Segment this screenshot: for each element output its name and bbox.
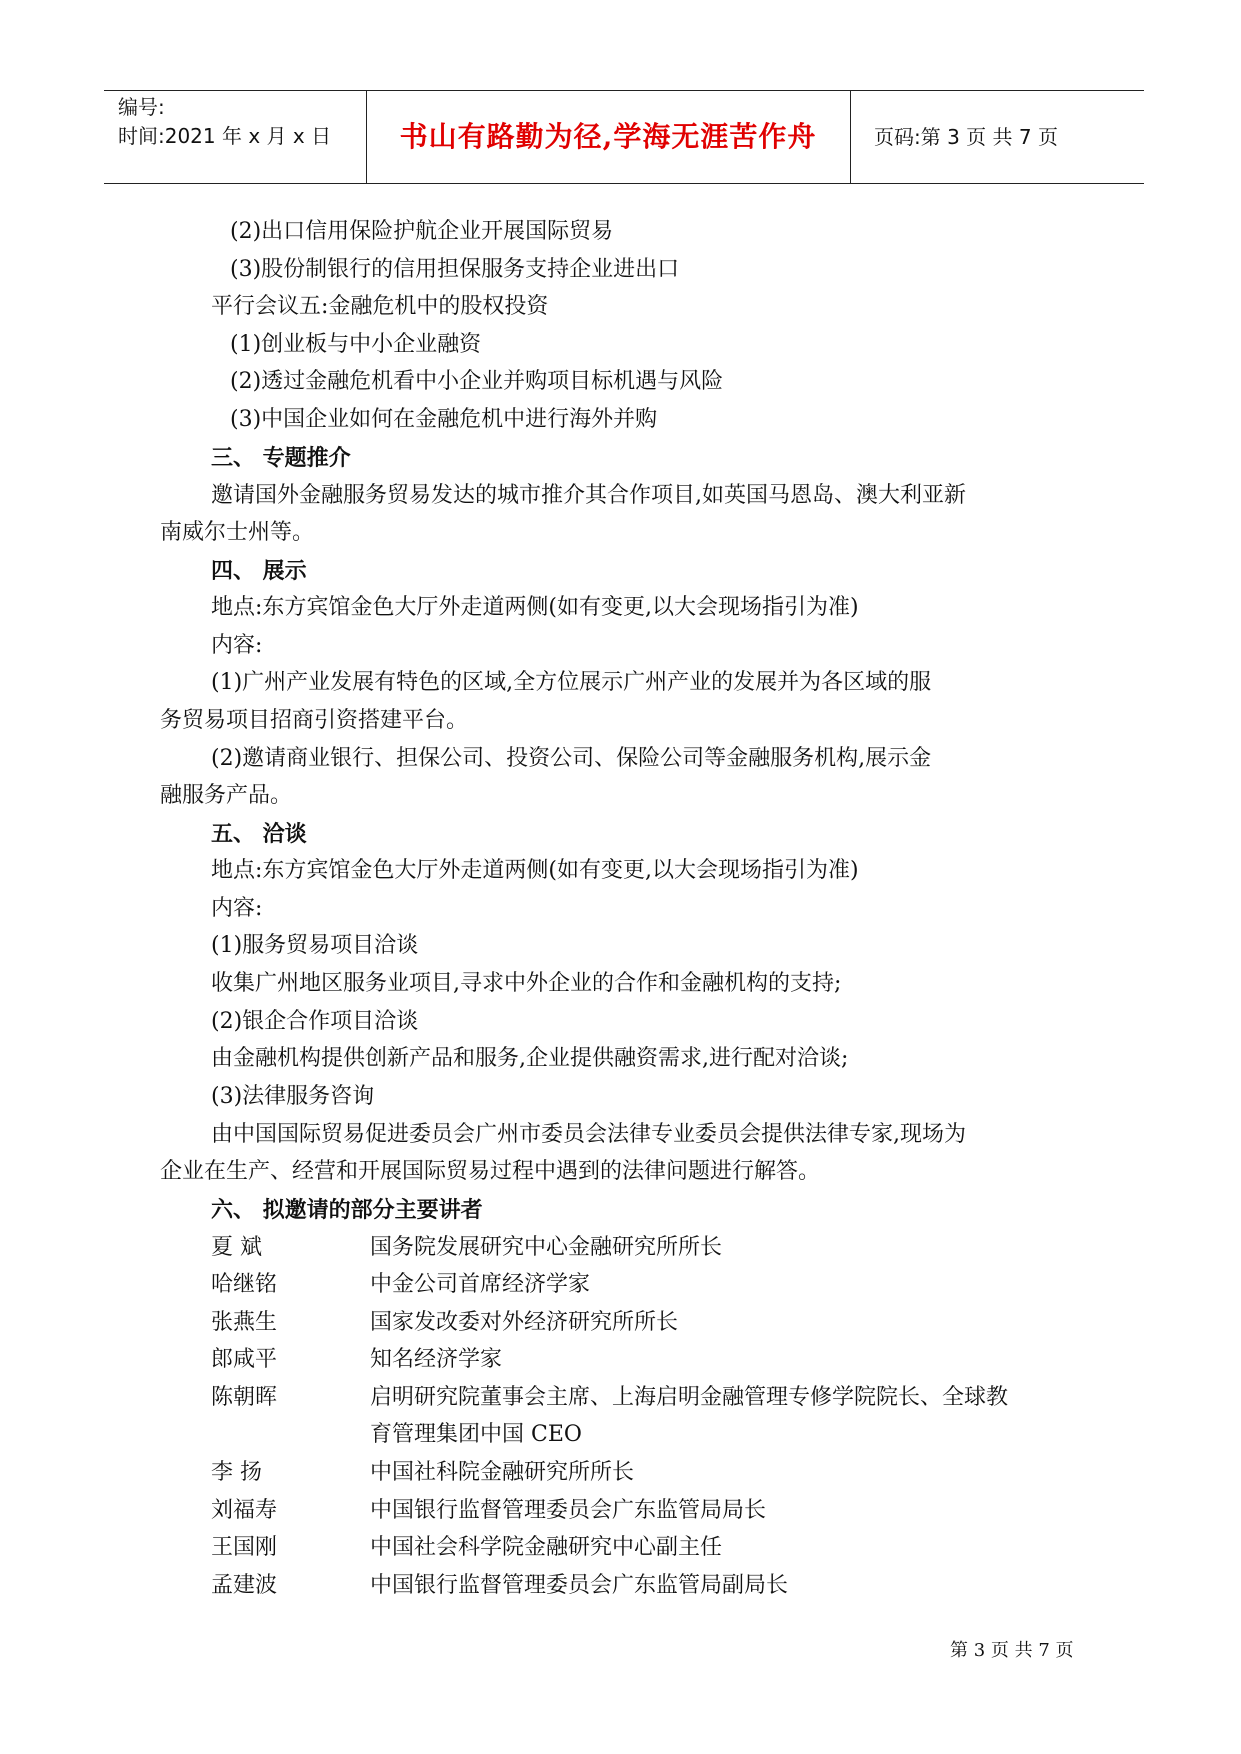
speaker-title: 知名经济学家 [370,1347,503,1372]
header-motto: 书山有路勤为径,学海无涯苦作舟 [399,120,817,153]
serial-label: 编号: [118,95,165,119]
header-divider [366,91,367,183]
speaker-name: 刘福寿 [211,1498,278,1523]
speaker-title: 启明研究院董事会主席、上海启明金融管理专修学院院长、全球教 [370,1385,1009,1410]
speaker-title: 中国社科院金融研究所所长 [370,1460,635,1485]
paragraph-line: 收集广州地区服务业项目,寻求中外企业的合作和金融机构的支持; [211,971,842,996]
paragraph-line: 由金融机构提供创新产品和服务,企业提供融资需求,进行配对洽谈; [211,1046,849,1071]
paragraph-line: (1)广州产业发展有特色的区域,全方位展示广州产业的发展并为各区域的服 [211,670,932,695]
header-meta [118,93,331,151]
speaker-title: 中国银行监督管理委员会广东监管局局长 [370,1498,767,1523]
header-page-code: 页码:第 3 页 共 7 页 [874,125,1058,149]
paragraph-line: 地点:东方宾馆金色大厅外走道两侧(如有变更,以大会现场指引为准) [211,595,859,620]
speaker-title: 中国银行监督管理委员会广东监管局副局长 [370,1573,789,1598]
speaker-title: 中金公司首席经济学家 [370,1272,591,1297]
time-label: 时间:2021 年 x 月 x 日 [118,124,332,148]
section-heading: 四、 展示 [211,558,307,584]
paragraph-line: 内容: [211,633,263,658]
paragraph-line: 地点:东方宾馆金色大厅外走道两侧(如有变更,以大会现场指引为准) [211,858,859,883]
paragraph-line: (3)中国企业如何在金融危机中进行海外并购 [230,407,658,432]
paragraph-line: (1)创业板与中小企业融资 [230,332,482,357]
speaker-title: 国家发改委对外经济研究所所长 [370,1310,679,1335]
paragraph-line: (2)邀请商业银行、担保公司、投资公司、保险公司等金融服务机构,展示金 [211,746,932,771]
paragraph-line: (2)出口信用保险护航企业开展国际贸易 [230,219,614,244]
paragraph-line: 内容: [211,896,263,921]
paragraph-line: 平行会议五:金融危机中的股权投资 [211,294,549,319]
paragraph-line: (2)透过金融危机看中小企业并购项目标机遇与风险 [230,369,724,394]
page-header [104,90,1144,184]
page-footer: 第 3 页 共 7 页 [950,1640,1074,1661]
paragraph-line: 融服务产品。 [160,783,293,808]
paragraph-line: 邀请国外金融服务贸易发达的城市推介其合作项目,如英国马恩岛、澳大利亚新 [211,483,966,508]
paragraph-line: (1)服务贸易项目洽谈 [211,933,419,958]
speaker-title: 中国社会科学院金融研究中心副主任 [370,1535,723,1560]
speaker-name: 张燕生 [211,1310,278,1335]
speaker-name: 孟建波 [211,1573,278,1598]
header-divider [850,91,851,183]
paragraph-line: 由中国国际贸易促进委员会广州市委员会法律专业委员会提供法律专家,现场为 [211,1122,966,1147]
section-heading: 三、 专题推介 [211,445,351,471]
speaker-name: 李 扬 [211,1460,262,1485]
paragraph-line: (3)法律服务咨询 [211,1084,375,1109]
paragraph-line: (3)股份制银行的信用担保服务支持企业进出口 [230,257,680,282]
speaker-name: 郎咸平 [211,1347,278,1372]
paragraph-line: (2)银企合作项目洽谈 [211,1009,419,1034]
paragraph-line: 南威尔士州等。 [160,520,315,545]
section-heading: 五、 洽谈 [211,821,307,847]
speaker-name: 陈朝晖 [211,1385,278,1410]
speaker-title: 国务院发展研究中心金融研究所所长 [370,1235,723,1260]
speaker-name: 王国刚 [211,1535,278,1560]
speaker-name: 哈继铭 [211,1272,278,1297]
paragraph-line: 企业在生产、经营和开展国际贸易过程中遇到的法律问题进行解答。 [160,1159,821,1184]
speaker-title: 育管理集团中国 CEO [370,1422,582,1447]
section-heading: 六、 拟邀请的部分主要讲者 [211,1197,483,1223]
speaker-name: 夏 斌 [211,1235,262,1260]
paragraph-line: 务贸易项目招商引资搭建平台。 [160,708,469,733]
